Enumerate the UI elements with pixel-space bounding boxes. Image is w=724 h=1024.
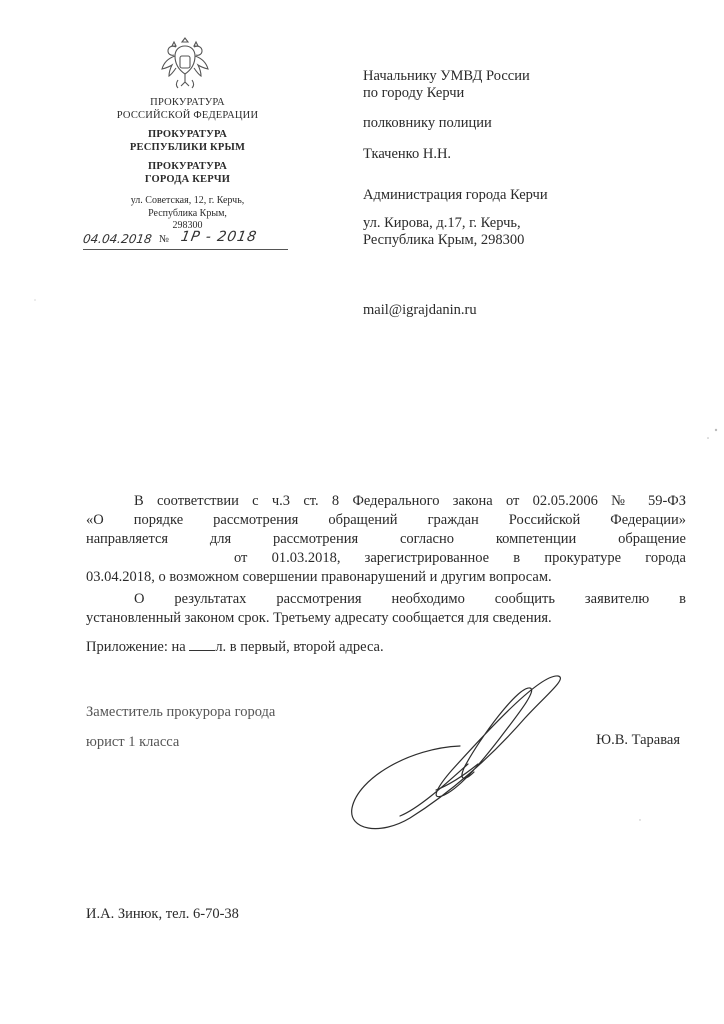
org-line: ПРОКУРАТУРА xyxy=(150,97,225,108)
signatory-position: Заместитель прокурора города xyxy=(86,704,276,720)
org-name-federation xyxy=(100,96,275,122)
paragraph-line: направляется для рассмотрения согласно компетенции обращение xyxy=(86,531,686,547)
attachment-line xyxy=(86,638,686,657)
paragraph-line: «О порядке рассмотрения обращений граждан Российской Федерации» xyxy=(86,512,686,528)
recipient-2-name: Администрация города Керчи xyxy=(363,187,548,203)
registration-number-label: № xyxy=(159,234,170,245)
recipient-line: по городу Керчи xyxy=(363,85,465,101)
org-line: ГОРОДА КЕРЧИ xyxy=(144,174,231,185)
registration-date: 04.04.2018 xyxy=(82,232,153,246)
recipient-2-address xyxy=(363,215,524,249)
org-name-kerch xyxy=(100,160,275,186)
paragraph-1 xyxy=(86,492,686,587)
org-line: ПРОКУРАТУРА xyxy=(147,129,228,140)
paragraph-line: 03.04.2018, о возможном совершении правонарушений и другим вопросам. xyxy=(86,569,552,585)
address-line: 298300 xyxy=(172,220,203,231)
paragraph-line: В соответствии с ч.3 ст. 8 Федерального закона от 02.05.2006 № 59-ФЗ xyxy=(134,493,686,509)
recipient-1-name: Ткаченко Н.Н. xyxy=(363,146,452,162)
paragraph-2 xyxy=(86,590,686,628)
org-line: ПРОКУРАТУРА xyxy=(147,161,228,172)
org-address xyxy=(100,195,275,233)
recipient-line: Республика Крым, 298300 xyxy=(363,232,525,248)
recipient-line: Начальнику УМВД России xyxy=(363,68,530,84)
registration-number: 1Р - 2018 xyxy=(179,229,259,245)
registration-line xyxy=(82,229,293,254)
double-headed-eagle-icon xyxy=(160,34,210,92)
paragraph-line: установленный законом срок. Третьему адресату сообщается для сведения. xyxy=(86,610,552,626)
attachment-prefix: Приложение: на xyxy=(86,639,190,655)
recipient-1 xyxy=(363,68,530,102)
paragraph-line: О результатах рассмотрения необходимо сообщить заявителю в xyxy=(134,591,686,607)
registration-underline xyxy=(83,249,288,250)
signatory-name: Ю.В. Таравая xyxy=(596,732,680,748)
signatory-rank: юрист 1 класса xyxy=(86,734,180,750)
address-line: Республика Крым, xyxy=(148,207,227,219)
recipient-1-rank: полковнику полиции xyxy=(363,115,492,131)
org-line: РОССИЙСКОЙ ФЕДЕРАЦИИ xyxy=(116,110,259,121)
org-name-crimea xyxy=(100,128,275,154)
recipient-3-email: mail@igrajdanin.ru xyxy=(363,302,477,318)
paragraph-line: от 01.03.2018, зарегистрированное в прокуратуре города xyxy=(234,550,686,566)
handwritten-signature-icon xyxy=(340,668,570,838)
attachment-suffix: л. в первый, второй адреса. xyxy=(215,639,384,655)
executor-contact: И.А. Зинюк, тел. 6-70-38 xyxy=(86,906,239,922)
recipient-line: ул. Кирова, д.17, г. Керчь, xyxy=(363,215,521,231)
org-line: РЕСПУБЛИКИ КРЫМ xyxy=(129,142,246,153)
attachment-blank xyxy=(189,638,215,651)
address-line: ул. Советская, 12, г. Керчь, xyxy=(130,195,245,206)
